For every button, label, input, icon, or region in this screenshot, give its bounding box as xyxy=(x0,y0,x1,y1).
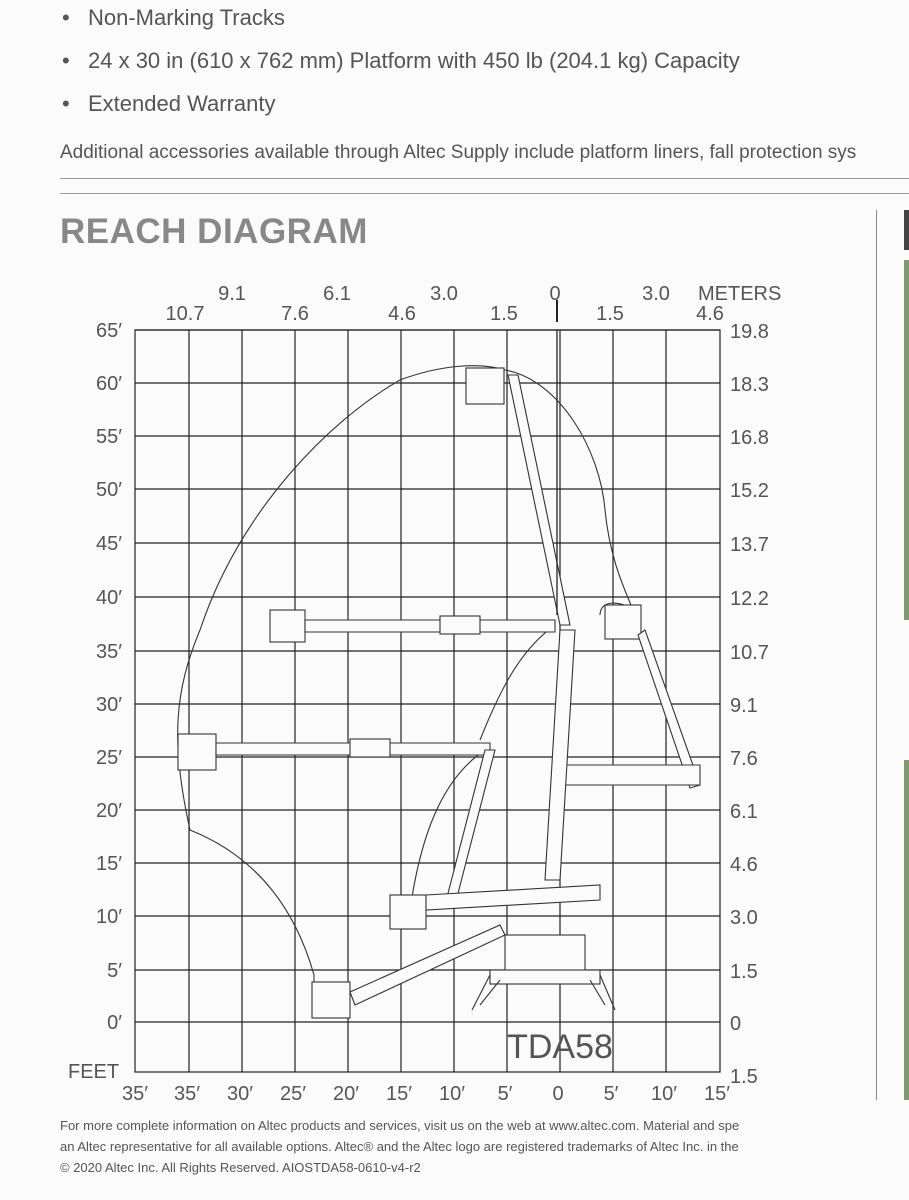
feet-label: 40′ xyxy=(96,587,122,609)
feet-label: 45′ xyxy=(96,533,122,555)
meter-label: 1.5 xyxy=(730,1066,758,1088)
feet-label: 25′ xyxy=(280,1083,306,1105)
feet-label: 10′ xyxy=(439,1083,465,1105)
meter-label: 7.6 xyxy=(730,748,758,770)
meter-label: 1.5 xyxy=(730,961,758,983)
meter-label: 12.2 xyxy=(730,588,769,610)
meter-label: 3.0 xyxy=(642,283,670,305)
footer-line: © 2020 Altec Inc. All Rights Reserved. AIOSTDA58-0610-v4-r2 xyxy=(60,1160,421,1175)
meter-label: 0 xyxy=(549,283,561,305)
divider xyxy=(60,193,909,194)
meter-label: 4.6 xyxy=(388,303,416,325)
feet-label: 20′ xyxy=(333,1083,359,1105)
feet-label: 15′ xyxy=(96,853,122,875)
meter-label: 13.7 xyxy=(730,534,769,556)
feet-label: 25′ xyxy=(96,747,122,769)
footer-line: an Altec representative for all available options. Altec® and the Altec logo are registered trademarks of Altec Inc. in the xyxy=(60,1139,739,1154)
meter-label: 15.2 xyxy=(730,480,769,502)
meter-label: 1.5 xyxy=(490,303,518,325)
feature-list xyxy=(60,0,740,129)
meter-label: 10.7 xyxy=(730,642,769,664)
meter-label: 19.8 xyxy=(730,321,769,343)
feet-label: 30′ xyxy=(227,1083,253,1105)
feature-item: • Non-Marking Tracks xyxy=(60,0,740,43)
feet-label: 20′ xyxy=(96,800,122,822)
meter-label: 18.3 xyxy=(730,374,769,396)
meter-label: 9.1 xyxy=(218,283,246,305)
machine-base xyxy=(472,935,615,1010)
meter-label: 3.0 xyxy=(730,907,758,929)
meter-label: 10.7 xyxy=(165,303,205,325)
feet-label: 35′ xyxy=(174,1083,200,1105)
meters-unit-label: METERS xyxy=(698,283,782,305)
meter-label: 6.1 xyxy=(730,801,758,823)
feet-label: 55′ xyxy=(96,426,122,448)
feet-label: 0 xyxy=(552,1083,564,1105)
feet-label: 0′ xyxy=(107,1012,122,1034)
feature-item: • 24 x 30 in (610 x 762 mm) Platform with 450 lb (204.1 kg) Capacity xyxy=(60,43,740,86)
footer xyxy=(60,1115,739,1178)
meter-label: 4.6 xyxy=(696,303,724,325)
feet-label: 50′ xyxy=(96,479,122,501)
feet-label: 5′ xyxy=(603,1083,619,1105)
feet-label: 10′ xyxy=(651,1083,677,1105)
meter-label: 0 xyxy=(730,1013,742,1035)
feet-unit-label: FEET xyxy=(68,1061,120,1083)
boom-positions xyxy=(178,368,700,1018)
footer-line: For more complete information on Altec products and services, visit us on the web at www.altec.com. Material and spe xyxy=(60,1118,740,1133)
meter-label: 3.0 xyxy=(430,283,458,305)
meter-label: 6.1 xyxy=(323,283,351,305)
meter-label: 16.8 xyxy=(730,427,769,449)
section-title: REACH DIAGRAM xyxy=(60,212,368,251)
feet-label: 65′ xyxy=(96,320,122,342)
accessories-note: Additional accessories available through Altec Supply include platform liners, fall protection sys xyxy=(60,142,857,163)
feet-label: 15′ xyxy=(386,1083,412,1105)
feature-item: • Extended Warranty xyxy=(60,86,740,129)
feet-label: 60′ xyxy=(96,373,122,395)
feet-label: 15′ xyxy=(704,1083,730,1105)
model-label: TDA58 xyxy=(507,1028,613,1066)
feet-label: 5′ xyxy=(107,960,122,982)
divider xyxy=(60,178,909,179)
feet-label: 10′ xyxy=(96,906,122,928)
meter-label: 9.1 xyxy=(730,695,758,717)
feet-label: 35′ xyxy=(122,1083,148,1105)
meter-label: 7.6 xyxy=(281,303,309,325)
feet-label: 30′ xyxy=(96,694,122,716)
reach-diagram xyxy=(0,270,909,1105)
feet-label: 5′ xyxy=(497,1083,513,1105)
meter-label: 4.6 xyxy=(730,854,758,876)
side-image-edge xyxy=(904,210,909,250)
feet-label: 35′ xyxy=(96,641,122,663)
meter-label: 1.5 xyxy=(596,303,624,325)
